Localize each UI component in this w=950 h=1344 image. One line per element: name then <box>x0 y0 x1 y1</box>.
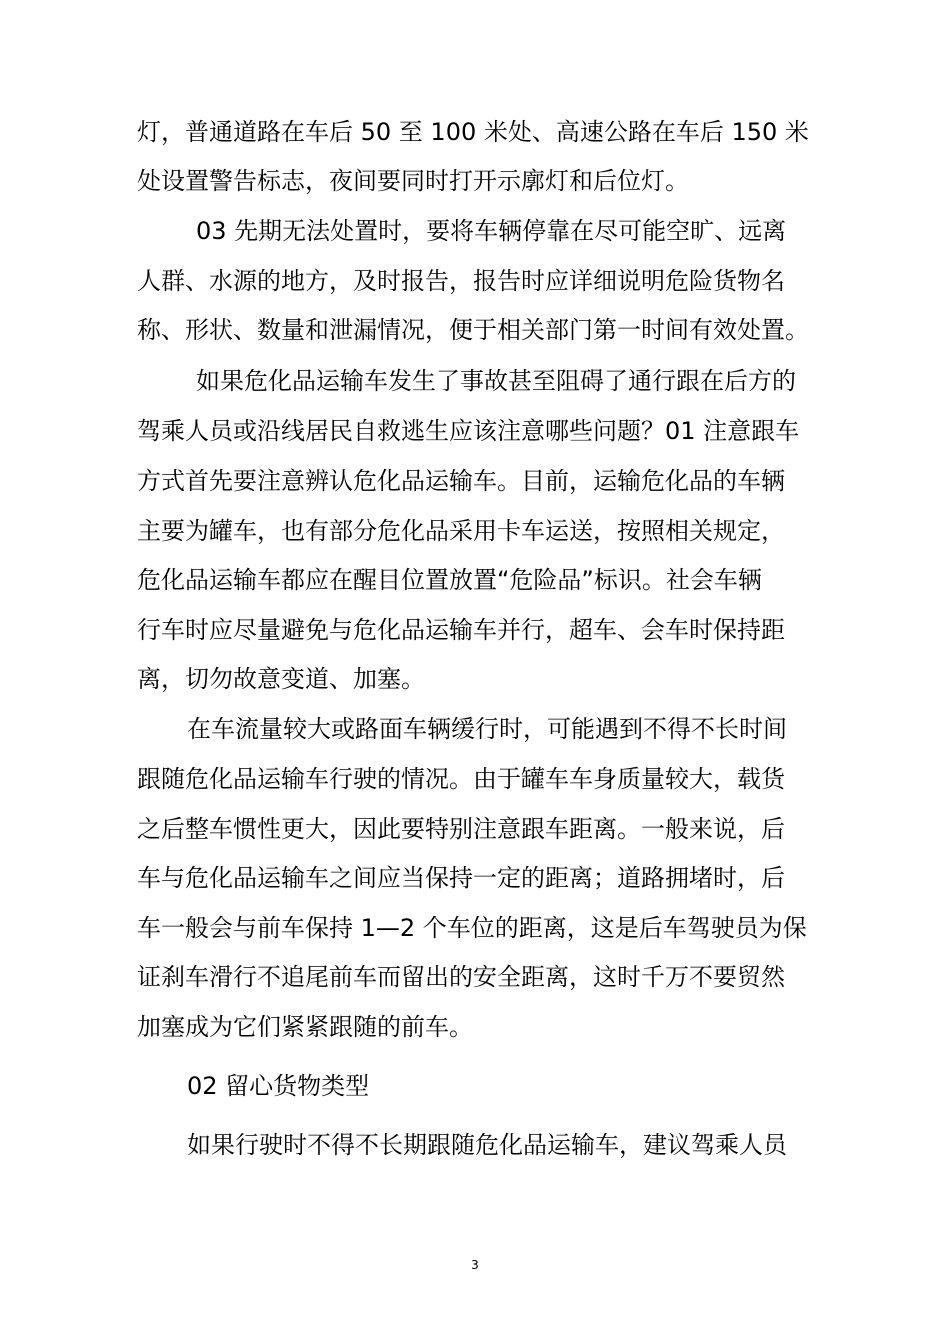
text-line: 灯，普通道路在车后 50 至 100 米处、高速公路在车后 150 米 <box>137 118 809 146</box>
text-line: 之后整车惯性更大，因此要特别注意跟车距离。一般来说，后 <box>137 815 785 843</box>
text-line: 方式首先要注意辨认危化品运输车。目前，运输危化品的车辆 <box>137 467 785 495</box>
text-line: 称、形状、数量和泄漏情况，便于相关部门第一时间有效处置。 <box>137 316 809 344</box>
text-line: 离，切勿故意变道、加塞。 <box>137 665 425 693</box>
text-line: 车一般会与前车保持 1—2 个车位的距离，这是后车驾驶员为保 <box>137 914 807 942</box>
text-line: 处设置警告标志，夜间要同时打开示廓灯和后位灯。 <box>137 167 689 195</box>
text-line: 危化品运输车都应在醒目位置放置“危险品”标识。社会车辆 <box>137 566 762 594</box>
text-line: 驾乘人员或沿线居民自救逃生应该注意哪些问题？01 注意跟车 <box>137 417 800 445</box>
text-line: 03 先期无法处置时，要将车辆停靠在尽可能空旷、远离 <box>196 217 787 245</box>
page-number: 3 <box>471 1258 479 1272</box>
text-line: 行车时应尽量避免与危化品运输车并行，超车、会车时保持距 <box>137 616 785 644</box>
text-line: 人群、水源的地方，及时报告，报告时应详细说明危险货物名 <box>137 267 785 295</box>
text-line: 证刹车滑行不追尾前车而留出的安全距离，这时千万不要贸然 <box>137 963 785 991</box>
text-line: 跟随危化品运输车行驶的情况。由于罐车车身质量较大，载货 <box>137 765 785 793</box>
text-line: 如果危化品运输车发生了事故甚至阻碍了通行跟在后方的 <box>196 367 796 395</box>
text-line: 加塞成为它们紧紧跟随的前车。 <box>137 1013 473 1041</box>
text-line: 如果行驶时不得不长期跟随危化品运输车，建议驾乘人员 <box>187 1131 787 1159</box>
text-line: 车与危化品运输车之间应当保持一定的距离；道路拥堵时，后 <box>137 864 785 892</box>
text-line: 在车流量较大或路面车辆缓行时，可能遇到不得不长时间 <box>187 715 787 743</box>
text-line: 主要为罐车，也有部分危化品采用卡车运送，按照相关规定， <box>137 517 785 545</box>
section-heading: 02 留心货物类型 <box>187 1072 370 1100</box>
